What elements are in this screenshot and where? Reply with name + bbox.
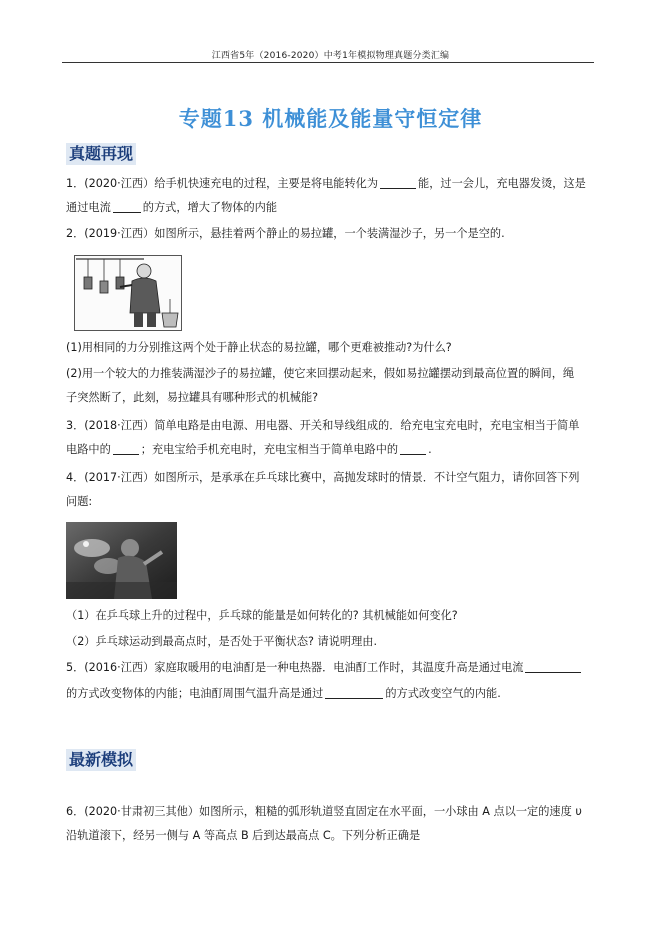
table-tennis-photo [66, 522, 177, 599]
question-3-line-2: 电路中的 ；充电宝给手机充电时，充电宝相当于简单电路中的 . [66, 443, 432, 456]
running-header: 江西省5年（2016-2020）中考1年模拟物理真题分类汇编 [211, 51, 450, 61]
answer-blank [325, 686, 383, 699]
answer-blank [380, 176, 416, 189]
question-2-sub-2-line-2: 子突然断了，此刻，易拉罐具有哪种形式的机械能? [66, 391, 319, 404]
question-1-line-2: 通过电流 的方式，增大了物体的内能 [66, 201, 278, 214]
question-3-line-1: 3．(2018·江西）简单电路是由电源、用电器、开关和导线组成的．给充电宝充电时，充电宝相当于简单 [66, 419, 580, 432]
section-heading-real-exams: 真题再现 [66, 143, 136, 165]
question-6-line-2: 沿轨道滚下，经另一侧与 A 等高点 B 后到达最高点 C。下列分析正确是 [66, 829, 421, 842]
answer-blank [400, 442, 426, 455]
question-5-line-2: 的方式改变物体的内能；电油酊周围气温升高是通过 的方式改变空气的内能. [66, 687, 501, 700]
question-4-sub-2: （2）乒乓球运动到最高点时，是否处于平衡状态? 请说明理由. [66, 635, 378, 648]
question-2-sub-2-line-1: (2)用一个较大的力推装满湿沙子的易拉罐，使它来回摆动起来，假如易拉罐摆动到最高位置的瞬间，绳 [66, 367, 575, 380]
question-6-line-1: 6．(2020·甘肃初三其他）如图所示，粗糙的弧形轨道竖直固定在水平面，一小球由 A 点以一定的速度 υ [66, 805, 582, 818]
question-2-stem: 2．(2019·江西）如图所示，悬挂着两个静止的易拉罐，一个装满湿沙子，另一个是空的. [66, 227, 505, 240]
header-rule [62, 62, 594, 63]
question-4-sub-1: （1）在乒乓球上升的过程中，乒乓球的能量是如何转化的? 其机械能如何变化? [66, 609, 458, 622]
answer-blank [113, 442, 139, 455]
question-5-line-1: 5．(2016·江西）家庭取暖用的电油酊是一种电热器．电油酊工作时，其温度升高是通过电流 [66, 656, 596, 680]
answer-blank [113, 200, 141, 213]
hanging-cans-figure [74, 255, 182, 331]
section-heading-latest-mock: 最新模拟 [66, 749, 136, 771]
question-4-line-2: 问题: [66, 495, 93, 508]
answer-blank [525, 660, 581, 673]
question-2-sub-1: (1)用相同的力分别推这两个处于静止状态的易拉罐，哪个更难被推动?为什么? [66, 341, 452, 354]
question-4-line-1: 4．(2017·江西）如图所示，是承承在乒乓球比赛中，高抛发球时的情景．不计空气阻力，请你回答下列 [66, 471, 580, 484]
question-1-line-1: 1．(2020·江西）给手机快速充电的过程，主要是将电能转化为 能，过一会儿，充电器发烫，这是 [66, 177, 586, 190]
page-title: 专题13 机械能及能量守恒定律 [178, 106, 483, 131]
